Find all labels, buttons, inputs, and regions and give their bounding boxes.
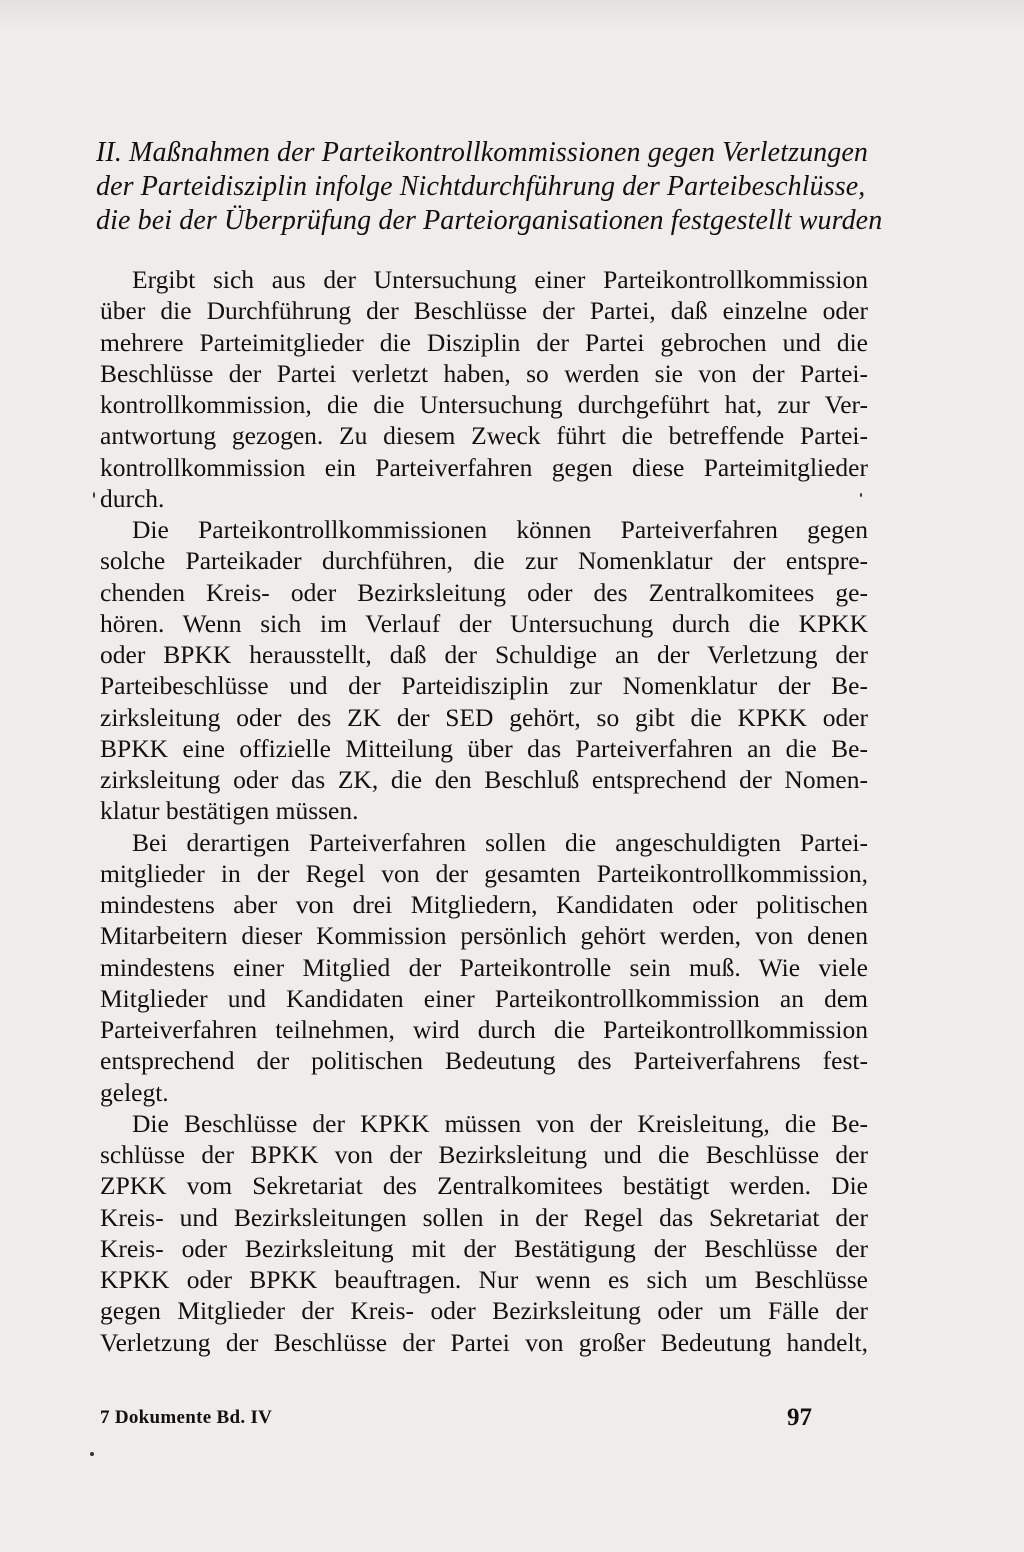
- text-line: gegen Mitglieder der Kreis- oder Bezirksleitung oder um Fälle der: [100, 1296, 868, 1326]
- text-line: Ergibt sich aus der Untersuchung einer Parteikontrollkommission: [132, 265, 868, 294]
- text-line: Beschlüsse der Partei verletzt haben, so werden sie von der Partei-: [100, 358, 868, 388]
- text-line: hören. Wenn sich im Verlauf der Untersuchung durch die KPKK: [100, 608, 868, 638]
- text-line: Die Parteikontrollkommissionen können Parteiverfahren gegen: [132, 515, 868, 544]
- text-line: Kreis- oder Bezirksleitung mit der Bestätigung der Beschlüsse der: [100, 1233, 868, 1263]
- text-line: mindestens aber von drei Mitgliedern, Kandidaten oder politischen: [100, 890, 868, 919]
- text-line: schlüsse der BPKK von der Bezirksleitung und die Beschlüsse der: [100, 1140, 868, 1169]
- section-heading: [96, 136, 883, 238]
- page-number: 97: [787, 1404, 812, 1431]
- text-line: Die Beschlüsse der KPKK müssen von der Kreisleitung, die Be-: [132, 1108, 868, 1138]
- text-line: gelegt.: [100, 1077, 169, 1107]
- heading-line: die bei der Überprüfung der Parteiorganisationen festgestellt wurden: [96, 205, 883, 236]
- text-line: entsprechend der politischen Bedeutung des Parteiverfahrens fest-: [100, 1046, 868, 1076]
- text-line: Kreis- und Bezirksleitungen sollen in der Regel das Sekretariat der: [100, 1202, 868, 1232]
- text-line: Parteibeschlüsse und der Parteidisziplin zur Nomenklatur der Be-: [100, 671, 868, 701]
- text-line: oder BPKK herausstellt, daß der Schuldige an der Verletzung der: [100, 640, 868, 669]
- text-line: mehrere Parteimitglieder die Disziplin der Partei gebrochen und die: [100, 327, 868, 357]
- text-line: zirksleitung oder das ZK, die den Beschluß entsprechend der Nomen-: [100, 765, 868, 794]
- text-line: mitglieder in der Regel von der gesamten Parteikontrollkommission,: [100, 858, 868, 888]
- text-line: kontrollkommission, die die Untersuchung durchgeführt hat, zur Ver-: [100, 390, 868, 419]
- footer-signature: 7 Dokumente Bd. IV: [100, 1407, 273, 1428]
- text-line: chenden Kreis- oder Bezirksleitung oder des Zentralkomitees ge-: [100, 577, 868, 607]
- page-top-edge: [0, 0, 1024, 30]
- text-line: durch.: [100, 483, 165, 513]
- body-text: [100, 264, 868, 1358]
- text-line: antwortung gezogen. Zu diesem Zweck führt die betreffende Partei-: [100, 421, 868, 451]
- text-line: solche Parteikader durchführen, die zur Nomenklatur der entspre-: [100, 546, 868, 576]
- text-line: Mitglieder und Kandidaten einer Parteikontrollkommission an dem: [100, 983, 868, 1013]
- heading-line: II. Maßnahmen der Parteikontrollkommissionen gegen Verletzungen: [96, 137, 868, 168]
- scan-speck: [93, 492, 95, 498]
- scan-speck: [860, 493, 862, 497]
- text-line: Verletzung der Beschlüsse der Partei von großer Bedeutung handelt,: [100, 1327, 868, 1357]
- text-line: KPKK oder BPKK beauftragen. Nur wenn es sich um Beschlüsse: [100, 1265, 868, 1294]
- text-line: klatur bestätigen müssen.: [100, 796, 359, 826]
- heading-line: der Parteidisziplin infolge Nichtdurchführung der Parteibeschlüsse,: [96, 171, 866, 202]
- text-line: Mitarbeitern dieser Kommission persönlich gehört werden, von denen: [100, 921, 868, 951]
- text-line: ZPKK vom Sekretariat des Zentralkomitees bestätigt werden. Die: [100, 1171, 868, 1201]
- text-line: BPKK eine offizielle Mitteilung über das Parteiverfahren an die Be-: [100, 733, 868, 763]
- text-line: mindestens einer Mitglied der Parteikontrolle sein muß. Wie viele: [100, 952, 868, 982]
- scan-speck: [90, 1452, 94, 1456]
- text-line: zirksleitung oder des ZK der SED gehört, so gibt die KPKK oder: [100, 702, 868, 732]
- text-line: Bei derartigen Parteiverfahren sollen die angeschuldigten Partei-: [132, 827, 868, 857]
- text-line: Parteiverfahren teilnehmen, wird durch die Parteikontrollkommission: [100, 1015, 868, 1044]
- text-line: über die Durchführung der Beschlüsse der Partei, daß einzelne oder: [100, 296, 868, 326]
- text-line: kontrollkommission ein Parteiverfahren gegen diese Parteimitglieder: [100, 452, 868, 482]
